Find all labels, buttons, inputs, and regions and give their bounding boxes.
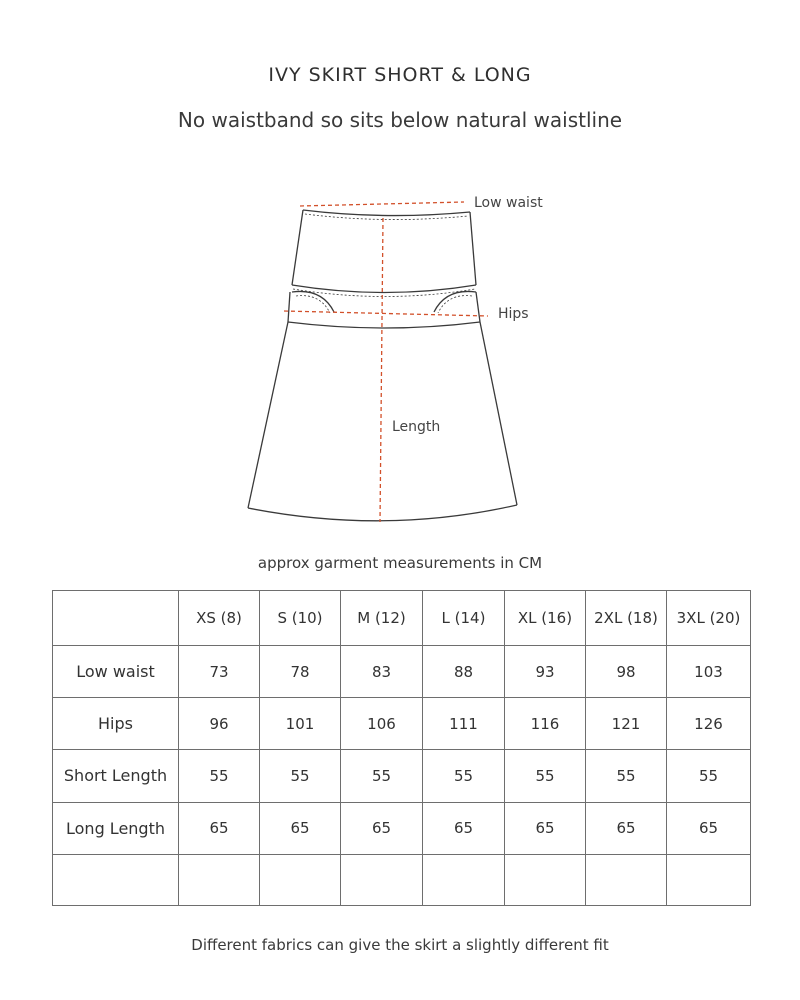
table-cell: 83: [341, 646, 423, 698]
size-header-xl: XL (16): [505, 591, 586, 646]
page-subtitle: No waistband so sits below natural waistline: [177, 108, 623, 132]
table-cell: 103: [667, 646, 751, 698]
table-cell: 65: [260, 802, 341, 854]
row-label: Hips: [53, 698, 179, 750]
row-label: Short Length: [53, 750, 179, 802]
table-cell: 78: [260, 646, 341, 698]
low-waist-label: Low waist: [474, 195, 543, 211]
size-header-2xl: 2XL (18): [586, 591, 667, 646]
table-cell: 121: [586, 698, 667, 750]
table-cell: 55: [505, 750, 586, 802]
row-label: [53, 854, 179, 905]
table-cell: 101: [260, 698, 341, 750]
size-header-l: L (14): [423, 591, 505, 646]
table-header-row: [53, 591, 751, 646]
table-cell: 116: [505, 698, 586, 750]
table-cell: 65: [667, 802, 751, 854]
table-row-hips: [53, 698, 751, 750]
fit-note: Different fabrics can give the skirt a slightly different fit: [191, 936, 609, 954]
hips-label: Hips: [498, 306, 529, 322]
size-chart-table: [52, 590, 751, 906]
table-cell: 55: [423, 750, 505, 802]
table-row-long-length: [53, 802, 751, 854]
table-cell: [667, 854, 751, 905]
measurement-caption: approx garment measurements in CM: [257, 554, 543, 572]
row-label: Low waist: [53, 646, 179, 698]
table-cell: 111: [423, 698, 505, 750]
corner-cell: [53, 591, 179, 646]
table-cell: 96: [179, 698, 260, 750]
table-cell: [341, 854, 423, 905]
page-title: IVY SKIRT SHORT & LONG: [268, 64, 532, 86]
table-cell: [179, 854, 260, 905]
length-line: [380, 218, 383, 522]
table-cell: 65: [341, 802, 423, 854]
skirt-diagram: [0, 170, 800, 540]
table-cell: 55: [586, 750, 667, 802]
table-cell: 65: [179, 802, 260, 854]
table-row-low-waist: [53, 646, 751, 698]
length-label: Length: [392, 419, 441, 435]
hips-line: [284, 311, 488, 316]
row-label: Long Length: [53, 802, 179, 854]
table-cell: [586, 854, 667, 905]
table-cell: [260, 854, 341, 905]
size-header-s: S (10): [260, 591, 341, 646]
table-cell: 55: [341, 750, 423, 802]
low-waist-line: [300, 202, 464, 206]
table-row-short-length: [53, 750, 751, 802]
table-cell: 126: [667, 698, 751, 750]
table-cell: [505, 854, 586, 905]
measurement-lines: [284, 202, 488, 522]
size-header-xs: XS (8): [179, 591, 260, 646]
table-cell: 88: [423, 646, 505, 698]
table-cell: 93: [505, 646, 586, 698]
table-cell: 65: [505, 802, 586, 854]
table-cell: 73: [179, 646, 260, 698]
table-cell: 106: [341, 698, 423, 750]
size-header-3xl: 3XL (20): [667, 591, 751, 646]
size-header-m: M (12): [341, 591, 423, 646]
table-cell: 55: [260, 750, 341, 802]
table-row-empty: [53, 854, 751, 905]
table-cell: 55: [667, 750, 751, 802]
table-cell: 65: [423, 802, 505, 854]
table-cell: [423, 854, 505, 905]
table-cell: 55: [179, 750, 260, 802]
table-cell: 98: [586, 646, 667, 698]
table-cell: 65: [586, 802, 667, 854]
